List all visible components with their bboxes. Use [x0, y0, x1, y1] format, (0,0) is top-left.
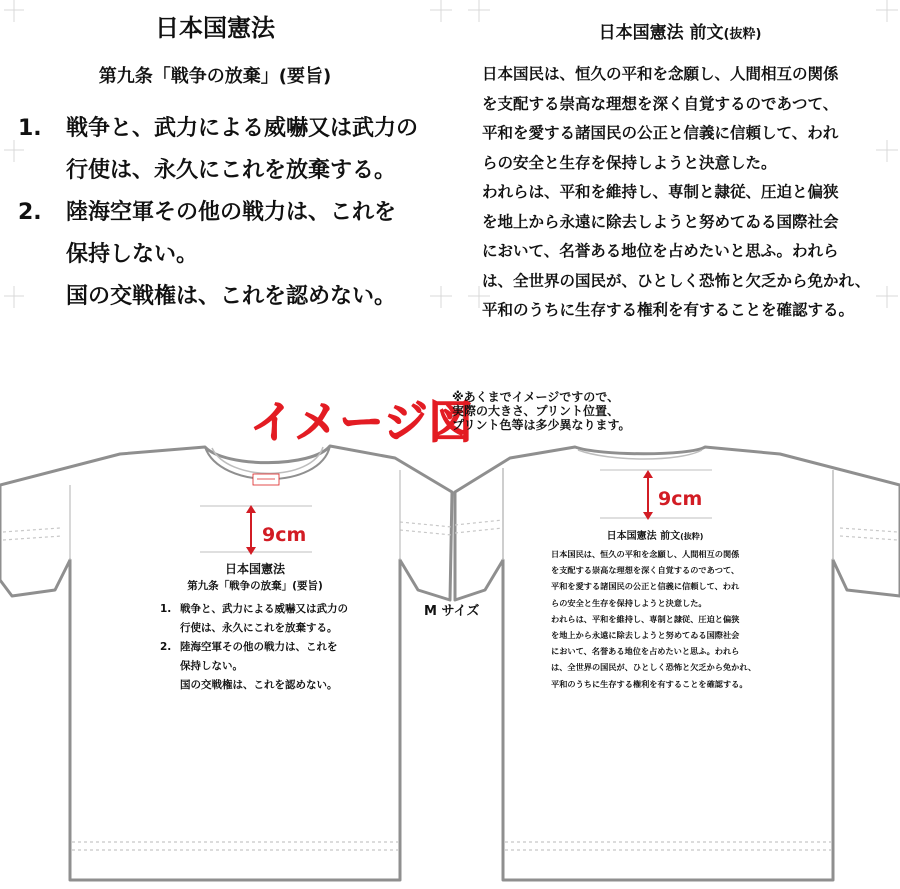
back-print-title-suffix: (抜粋) — [680, 532, 704, 541]
front-print-subtitle: 第九条「戦争の放棄」(要旨) — [187, 580, 323, 592]
notice-line: プリント色等は多少異なります。 — [452, 418, 631, 432]
back-print-text — [551, 546, 756, 692]
size-label: M サイズ — [424, 604, 480, 619]
front-print-item-1 — [160, 600, 348, 638]
front-subtitle: 第九条「戦争の放棄」(要旨) — [98, 66, 332, 87]
back-print-line: 日本国民は、恒久の平和を念願し、人間相互の関係 — [551, 549, 740, 559]
front-print-num: 1. — [160, 603, 172, 615]
front-measure-label: 9cm — [262, 524, 307, 546]
preamble-title-main: 日本国憲法 前文 — [598, 23, 724, 43]
article-line: 陸海空軍その他の戦力は、これを — [66, 200, 397, 225]
article-line: 行使は、永久にこれを放棄する。 — [66, 158, 397, 183]
back-print-line: 平和のうちに生存する権利を有することを確認する。 — [551, 678, 748, 689]
preamble-line: 平和のうちに生存する権利を有することを確認する。 — [482, 301, 855, 319]
article-line: 戦争と、武力による威嚇又は武力の — [66, 116, 419, 141]
front-print-line: 国の交戦権は、これを認めない。 — [180, 679, 338, 691]
back-print-line: を支配する崇高な理想を深く自覚するのであつて、 — [551, 565, 740, 576]
front-title: 日本国憲法 — [155, 14, 275, 42]
image-label: イメージ図 — [250, 397, 474, 448]
back-print-line: は、全世界の国民が、ひとしく恐怖と欠乏から免かれ、 — [551, 662, 757, 673]
preamble-line: は、全世界の国民が、ひとしく恐怖と欠乏から免かれ、 — [482, 271, 871, 290]
preamble-line: われらは、平和を維持し、専制と隷従、圧迫と偏狭 — [482, 183, 839, 201]
front-print-num: 2. — [160, 641, 172, 653]
notice-line: ※あくまでイメージですので、 — [452, 390, 620, 404]
article-line: 国の交戦権は、これを認めない。 — [66, 284, 397, 309]
front-print-line: 陸海空軍その他の戦力は、これを — [180, 641, 338, 653]
preamble-line: において、名誉ある地位を占めたいと思ふ。われら — [482, 242, 839, 260]
preamble-line: を地上から永遠に除去しようと努めてゐる国際社会 — [482, 212, 839, 231]
article-line: 保持しない。 — [66, 242, 199, 267]
back-print-title-main: 日本国憲法 前文 — [606, 531, 681, 542]
back-measure-label: 9cm — [658, 488, 703, 510]
preamble-title-suffix: (抜粋) — [723, 27, 762, 42]
article-num: 2. — [18, 200, 42, 225]
back-print-line: らの安全と生存を保持しようと決意した。 — [551, 597, 707, 608]
front-print-item-2 — [160, 638, 348, 695]
front-print-line: 戦争と、武力による威嚇又は武力の — [180, 603, 348, 615]
front-print-list — [160, 600, 348, 695]
back-print-title — [560, 527, 750, 542]
back-print-line: を地上から永遠に除去しようと努めてゐる国際社会 — [551, 630, 740, 641]
article-num: 1. — [18, 116, 42, 141]
back-print-line: 平和を愛する諸国民の公正と信義に信頼して、われ — [551, 581, 740, 592]
notice-line: 実際の大きさ、プリント位置、 — [452, 404, 620, 418]
preamble-line: を支配する崇高な理想を深く自覚するのであつて、 — [482, 94, 839, 113]
preamble-line: 日本国民は、恒久の平和を念願し、人間相互の関係 — [482, 65, 839, 83]
back-print-line: われらは、平和を維持し、専制と隷従、圧迫と偏狭 — [551, 613, 740, 624]
front-print-title: 日本国憲法 — [224, 562, 285, 576]
back-print-line: において、名誉ある地位を占めたいと思ふ。われら — [551, 646, 740, 657]
front-print-line: 保持しない。 — [180, 660, 243, 672]
front-print-line: 行使は、永久にこれを放棄する。 — [180, 622, 338, 634]
front-neck-label — [253, 474, 279, 485]
preamble-line: らの安全と生存を保持しようと決意した。 — [482, 153, 777, 172]
preamble-line: 平和を愛する諸国民の公正と信義に信頼して、われ — [482, 124, 839, 142]
